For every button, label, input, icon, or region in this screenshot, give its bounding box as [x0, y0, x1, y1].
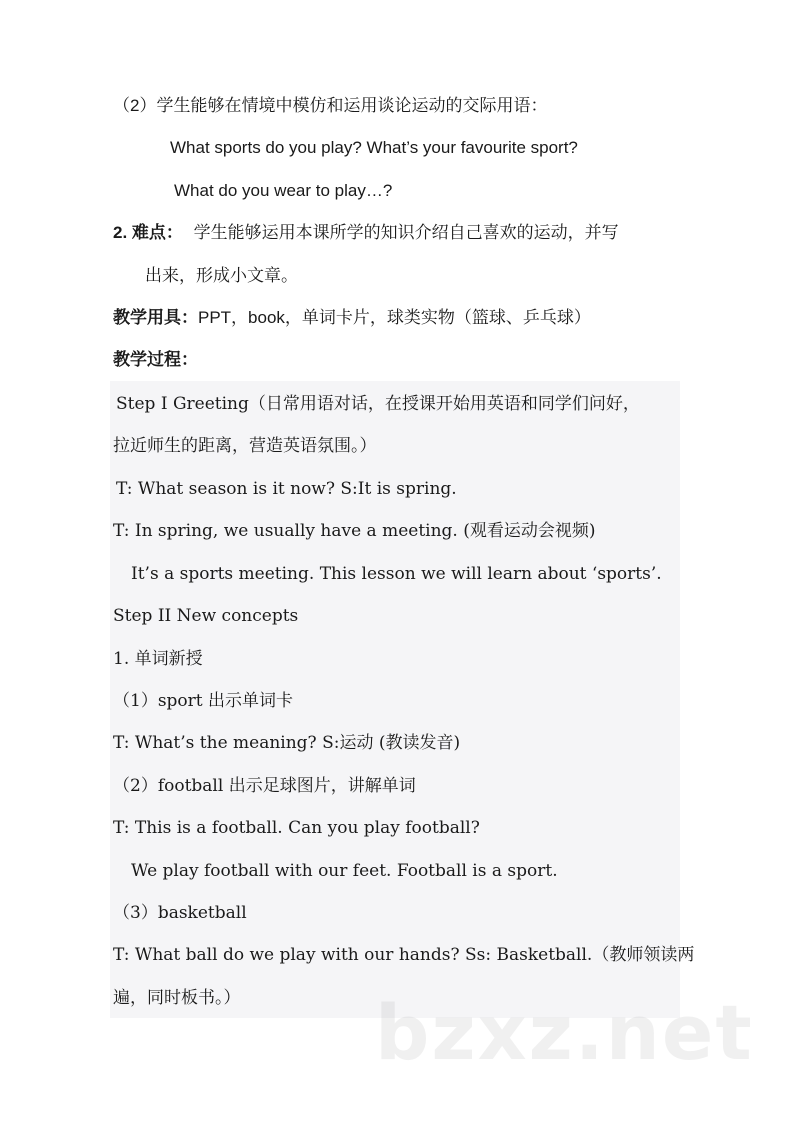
- watermark: bzxz.net: [375, 988, 754, 1077]
- process-line-5: It’s a sports meeting. This lesson we will learn about ‘sports’.: [131, 564, 662, 584]
- process-line-3: T: What season is it now? S:It is spring.: [116, 479, 457, 499]
- process-line-1: Step I Greeting（日常用语对话，在授课开始用英语和同学们问好，: [116, 394, 640, 414]
- process-line-13: （3）basketball: [113, 903, 247, 923]
- difficulty-line-1: [113, 221, 619, 245]
- difficulty-text-1: 学生能够运用本课所学的知识介绍自己喜欢的运动，并写: [193, 223, 619, 242]
- tools-label: 教学用具：: [113, 308, 198, 327]
- objective-phrase-1: What sports do you play? What’s your favourite sport?: [170, 138, 578, 157]
- process-line-14: T: What ball do we play with our hands? Ss: Basketball.（教师领读两: [113, 945, 695, 965]
- tools-value: PPT，book，单词卡片，球类实物（篮球、乒乓球）: [198, 308, 591, 327]
- process-line-9: T: What’s the meaning? S:运动 (教读发音): [113, 733, 461, 753]
- process-line-10: （2）football 出示足球图片，讲解单词: [113, 776, 416, 796]
- process-line-6: Step II New concepts: [113, 606, 299, 626]
- difficulty-label: 2. 难点：: [113, 223, 183, 242]
- process-line-8: （1）sport 出示单词卡: [113, 691, 294, 711]
- objective-item-2: （2）学生能够在情境中模仿和运用谈论运动的交际用语：: [113, 96, 548, 115]
- teaching-tools: [113, 306, 591, 330]
- process-heading: 教学过程：: [113, 350, 198, 369]
- objective-phrase-2: What do you wear to play…?: [174, 181, 393, 200]
- process-line-4: T: In spring, we usually have a meeting. (观看运动会视频): [113, 521, 596, 541]
- process-line-7: 1. 单词新授: [113, 649, 203, 669]
- process-line-15: 遍，同时板书。）: [113, 988, 241, 1008]
- process-line-11: T: This is a football. Can you play football?: [113, 818, 480, 838]
- process-line-12: We play football with our feet. Football is a sport.: [131, 861, 558, 881]
- difficulty-line-2: 出来，形成小文章。: [145, 266, 298, 285]
- process-line-2: 拉近师生的距离，营造英语氛围。）: [113, 436, 377, 456]
